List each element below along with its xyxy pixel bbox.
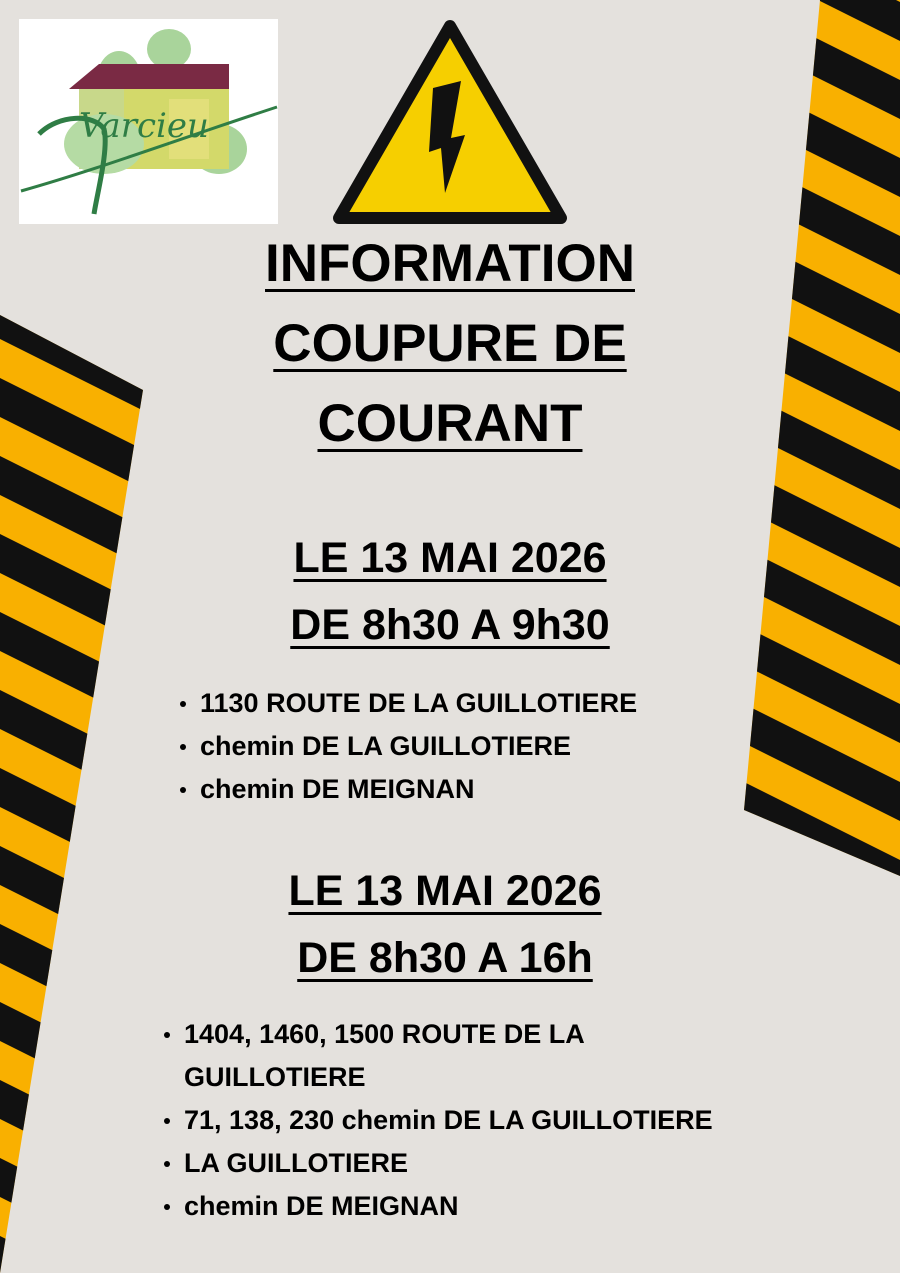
section2-heading: [95, 858, 795, 992]
list-item: chemin DE MEIGNAN: [164, 1185, 814, 1228]
section1-street-list: [180, 682, 780, 811]
title-line-1: INFORMATION: [265, 234, 635, 293]
section2-date: LE 13 MAI 2026: [288, 867, 602, 915]
section1-heading: [100, 525, 800, 659]
list-item-line: 1404, 1460, 1500 ROUTE DE LA: [184, 1019, 585, 1049]
varcieu-logo: [19, 19, 278, 224]
section2-street-list: [164, 1013, 814, 1228]
section1-hours: DE 8h30 A 9h30: [290, 601, 610, 649]
list-item: LA GUILLOTIERE: [164, 1142, 814, 1185]
high-voltage-warning-icon: [333, 18, 568, 233]
list-item: 71, 138, 230 chemin DE LA GUILLOTIERE: [164, 1099, 814, 1142]
section1-date: LE 13 MAI 2026: [293, 534, 607, 582]
page-title: [150, 224, 750, 464]
title-line-2: COUPURE DE: [273, 314, 627, 373]
list-item: 1130 ROUTE DE LA GUILLOTIERE: [180, 682, 780, 725]
list-item: chemin DE MEIGNAN: [180, 768, 780, 811]
logo-wordmark: Varcieu: [79, 106, 209, 146]
title-line-3: COURANT: [317, 394, 583, 453]
list-item: chemin DE LA GUILLOTIERE: [180, 725, 780, 768]
list-item-line: GUILLOTIERE: [184, 1062, 366, 1092]
section2-hours: DE 8h30 A 16h: [297, 934, 593, 982]
list-item: [164, 1013, 814, 1099]
